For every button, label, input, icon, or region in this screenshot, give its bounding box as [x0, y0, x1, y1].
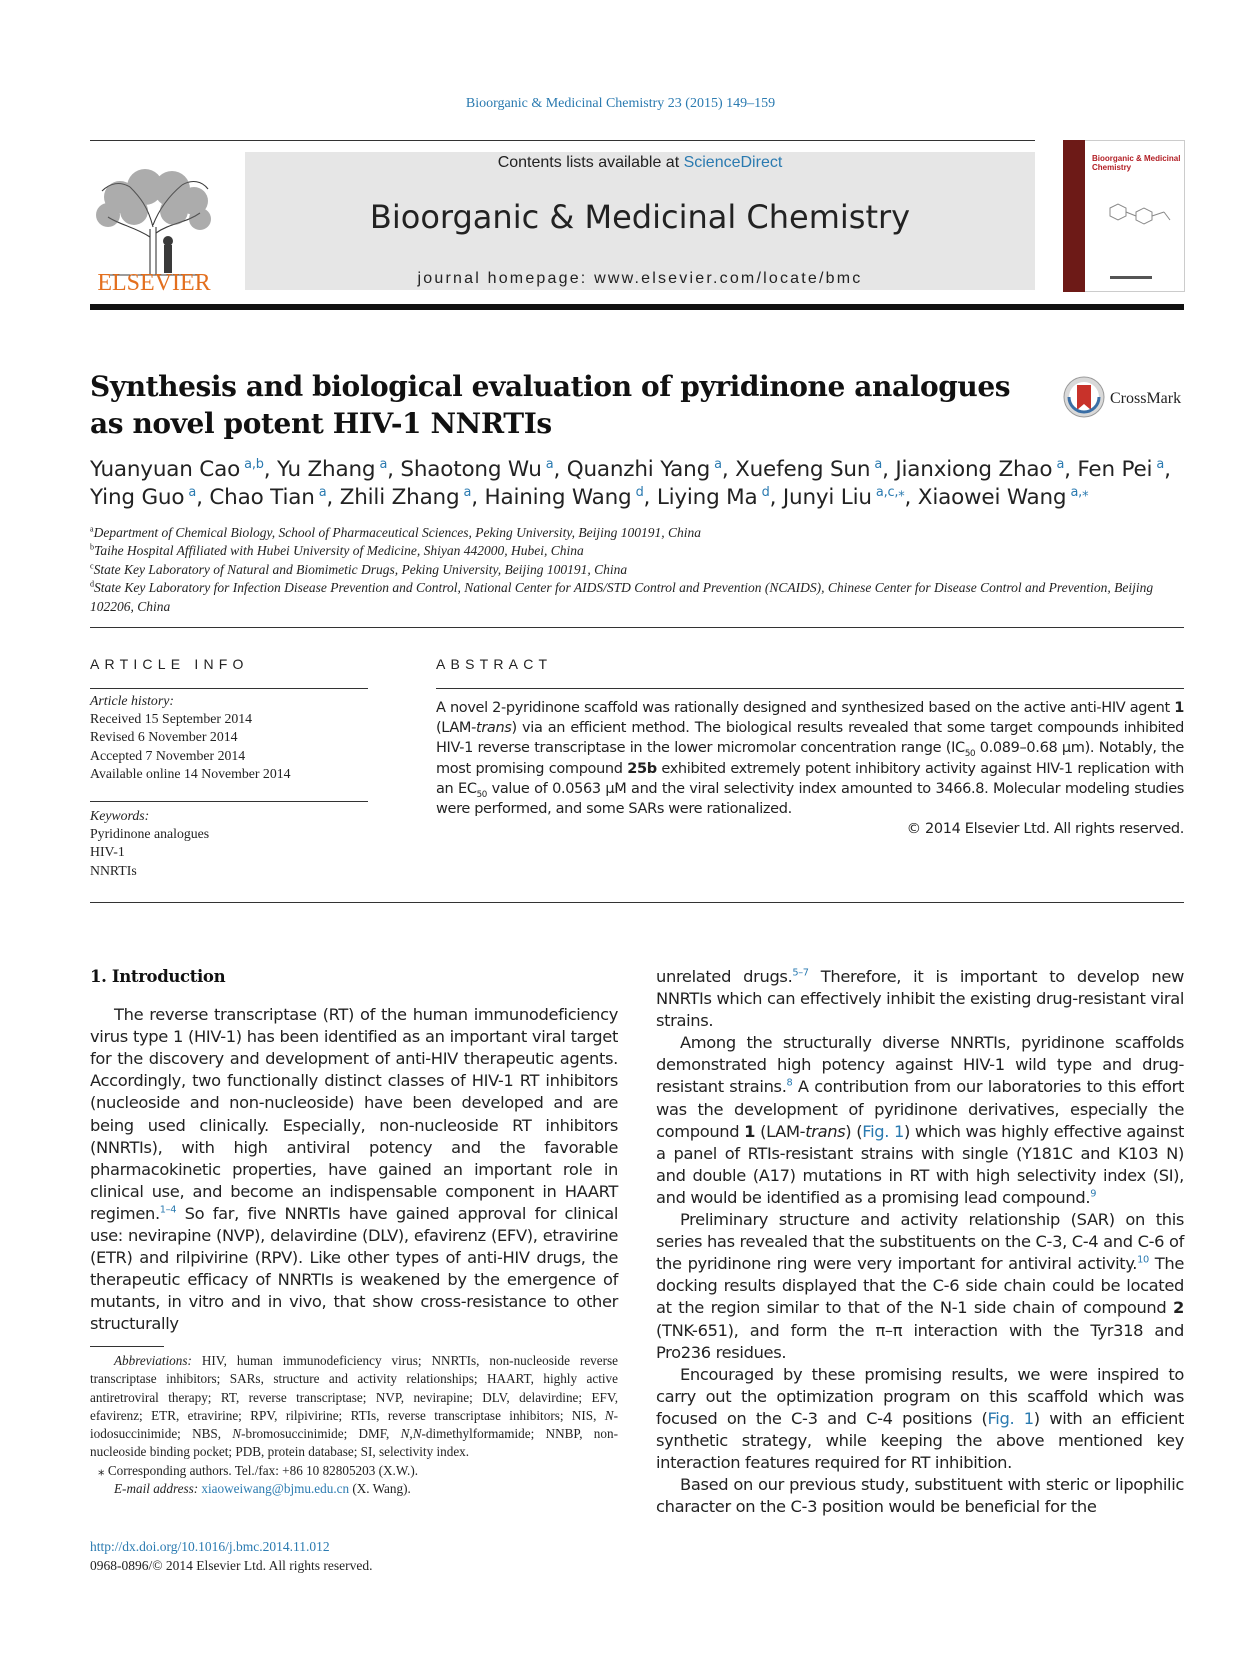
body-span: ) (	[845, 1121, 863, 1141]
author-separator: ,	[769, 485, 783, 510]
history-accepted: Accepted 7 November 2014	[90, 747, 246, 763]
journal-citation[interactable]: Bioorganic & Medicinal Chemistry 23 (2015) 149–159	[465, 96, 776, 111]
author-name[interactable]: Yuanyuan Cao	[90, 457, 241, 482]
history-revised: Revised 6 November 2014	[90, 729, 238, 745]
email-label: E-mail address:	[114, 1481, 202, 1497]
body-span: Based on our previous study, substituent with steric or lipophilic character on the C-3 position would be beneficial for the	[656, 1475, 1184, 1517]
body-paragraph	[656, 966, 1184, 1032]
keyword-item: NNRTIs	[90, 862, 137, 878]
affiliation-key: b	[90, 542, 95, 552]
body-span: (LAM-	[755, 1121, 806, 1141]
author-name[interactable]: Haining Wang	[484, 485, 632, 510]
subscript-50: 50	[476, 789, 487, 800]
header-thick-rule	[90, 304, 1184, 310]
body-span: Among the structurally diverse NNRTIs, pyridinone scaffolds demonstrated high potency against HIV-1 wild type and drug-resistant strains.	[656, 1033, 1184, 1097]
email-footnote	[90, 1480, 618, 1498]
article-info-rule	[90, 688, 368, 689]
reference-link[interactable]: 5–7	[792, 967, 809, 979]
affiliation-item	[90, 579, 1190, 616]
reference-link[interactable]: 9	[1090, 1188, 1097, 1200]
body-span: Therefore, it is important to develop new NNRTIs which can effectively inhibit the existing drug-resistant viral strains.	[656, 967, 1184, 1031]
author-list	[90, 456, 1190, 512]
footnote-span: -iodosuccinimide; NBS,	[90, 1407, 618, 1442]
author-affiliation-marker[interactable]: a	[874, 456, 883, 472]
author-affiliation-marker[interactable]: a	[318, 484, 327, 500]
corresponding-footnote: ⁎ Corresponding authors. Tel./fax: +86 10 82805203 (X.W.).	[98, 1462, 419, 1478]
author-separator: ,	[196, 485, 210, 510]
body-span: unrelated drugs.	[656, 967, 793, 986]
keywords-label: Keywords:	[90, 808, 150, 823]
body-span: ) which was highly effective against a panel of RTIs-resistant strains with single (Y181C and K103 N) and double (A17) mutations in RT with high selectivity index (SI), and would be identified as a promising lead compound.	[656, 1121, 1184, 1207]
body-paragraph	[90, 1004, 618, 1335]
keywords-rule	[90, 801, 368, 802]
reference-link[interactable]: 1–4	[159, 1204, 177, 1216]
footnote-span: -dimethylformamide; NNBP, non-nucleoside binding pocket; PDB, protein database; SI, selectivity index.	[90, 1426, 618, 1460]
abstract-text	[436, 698, 1184, 839]
affiliation-key: d	[90, 579, 95, 589]
abstract-heading: ABSTRACT	[436, 656, 553, 672]
figure-link[interactable]: Fig. 1	[987, 1408, 1034, 1428]
abbreviations-footnote	[90, 1352, 618, 1462]
cover-footer-bar	[1110, 276, 1152, 279]
affiliation-text: State Key Laboratory of Natural and Biomimetic Drugs, Peking University, Beijing 100191, China	[93, 561, 628, 577]
reference-link[interactable]: 8	[786, 1078, 793, 1090]
footnote-italic: N	[232, 1426, 242, 1442]
author-separator: ,	[326, 485, 340, 510]
author-affiliation-marker[interactable]: a,b	[244, 456, 264, 472]
author-name[interactable]: Fen Pei	[1077, 457, 1153, 482]
email-link[interactable]: xiaoweiwang@bjmu.edu.cn	[201, 1481, 350, 1497]
author-name[interactable]: Yu Zhang	[277, 457, 376, 482]
article-title: Synthesis and biological evaluation of pyridinone analogues as novel potent HIV-1 NNRTIs	[90, 370, 1011, 440]
abstract-bottom-rule	[90, 902, 1184, 903]
contents-prefix: Contents lists available at	[497, 154, 684, 171]
footnote-span: (X. Wang).	[349, 1481, 411, 1497]
footnote-rule	[90, 1346, 164, 1347]
author-name[interactable]: Ying Guo	[90, 485, 185, 510]
section-heading-introduction: 1. Introduction	[90, 967, 226, 986]
author-affiliation-marker[interactable]: d	[635, 484, 644, 500]
footnote-span: -bromosuccinimide; DMF,	[241, 1426, 401, 1442]
author-affiliation-marker[interactable]: a	[714, 456, 722, 472]
author-separator: ,	[904, 485, 918, 510]
author-affiliation-marker[interactable]: a,c,⁎	[875, 484, 905, 500]
author-name[interactable]: Xiaowei Wang	[917, 485, 1067, 510]
doi-block	[90, 1538, 372, 1575]
history-received: Received 15 September 2014	[90, 711, 253, 727]
article-history	[90, 692, 370, 783]
body-span: (TNK-651), and form the π–π interaction with the Tyr318 and Pro236 residues.	[656, 1320, 1184, 1362]
author-separator: ,	[471, 485, 485, 510]
affiliation-key: a	[90, 524, 94, 534]
author-affiliation-marker[interactable]: a	[379, 456, 388, 472]
body-span: So far, five NNRTIs have gained approval for clinical use: nevirapine (NVP), delavirdine (DLV), efavirenz (EFV), etravirine (ETR) and rilpivirine (RPV). Like other types of anti-HIV drugs, the therapeutic efficacy of NNRTIs is weakened by the emergence of mutants, in vitro and in vivo, that show cross-resistance to other structurally	[90, 1203, 618, 1334]
publisher-logo-text: ELSEVIER	[97, 270, 211, 296]
compound-1: 1	[744, 1121, 756, 1141]
abstract-span: value of 0.0563 μM and the viral selectivity index amounted to 3466.8. Molecular modeling studies were performed, and some SARs were rationalized.	[436, 780, 1184, 818]
footnote-italic: N	[604, 1407, 614, 1423]
author-affiliation-marker[interactable]: a	[188, 484, 197, 500]
body-span: The reverse transcriptase (RT) of the human immunodeficiency virus type 1 (HIV-1) has been identified as an important viral target for the discovery and development of anti-HIV therapeutic agents. Accordingly, two functionally distinct classes of HIV-1 RT inhibitors (nucleoside and non-nucleoside) have been developed and are being used clinically. Especially, non-nucleoside RT inhibitors (NNRTIs), with high antiviral potency and the favorable pharmacokinetic properties, have gained an important role in clinical use, and become an indispensable component in HAART regimen.	[90, 1005, 618, 1223]
footnotes	[90, 1352, 618, 1498]
author-separator: ,	[387, 457, 401, 482]
author-name[interactable]: Liying Ma	[656, 485, 758, 510]
footnote-italic: N,N	[400, 1426, 422, 1442]
crossmark-label[interactable]: CrossMark	[1110, 390, 1182, 407]
affiliation-text: State Key Laboratory for Infection Disease Prevention and Control, National Center for AIDS/STD Control and Prevention (NCAIDS), Chinese Center for Disease Control and Prevention, Beijing 102206, China	[90, 580, 1154, 614]
author-affiliation-marker[interactable]: d	[761, 484, 770, 500]
doi-link[interactable]: http://dx.doi.org/10.1016/j.bmc.2014.11.012	[90, 1539, 330, 1554]
keyword-item: HIV-1	[90, 844, 125, 860]
abstract-span: A novel 2-pyridinone scaffold was rationally designed and synthesized based on the active anti-HIV agent	[436, 700, 1175, 716]
abstract-span: (LAM-	[436, 720, 476, 737]
compound-25b: 25b	[627, 760, 657, 777]
affiliation-item	[90, 561, 1190, 579]
article-info-heading: ARTICLE INFO	[90, 656, 249, 672]
body-span: ) with an efficient synthetic strategy, while keeping the above mentioned key interaction features required for RT inhibition.	[656, 1408, 1185, 1473]
compound-2: 2	[1173, 1298, 1184, 1318]
journal-homepage[interactable]: journal homepage: www.elsevier.com/locate/bmc	[417, 270, 863, 287]
affiliation-item	[90, 524, 1190, 542]
author-separator: ,	[263, 457, 277, 482]
affiliation-text: Taihe Hospital Affiliated with Hubei University of Medicine, Shiyan 442000, Hubei, China	[94, 543, 584, 559]
journal-title: Bioorganic & Medicinal Chemistry	[369, 198, 911, 236]
body-paragraph	[656, 1364, 1184, 1474]
body-span: The docking results displayed that the C-6 side chain could be located at the region similar to that of the N-1 side chain of compound	[656, 1254, 1184, 1318]
body-right-column	[656, 966, 1184, 1518]
author-name[interactable]: Jianxiong Zhao	[895, 457, 1053, 482]
body-paragraph	[656, 1474, 1184, 1518]
author-separator: ,	[1064, 457, 1078, 482]
abstract-span: ) via an efficient method. The biological results revealed that some target compounds inhibited HIV-1 reverse transcriptase in the lower micromolar concentration range (IC	[436, 720, 1184, 757]
abbreviations-label: Abbreviations:	[114, 1353, 192, 1368]
author-name[interactable]: Zhili Zhang	[339, 485, 460, 510]
body-span: A contribution from our laboratories to this effort was the development of pyridinone derivatives, especially the compound	[656, 1077, 1184, 1141]
affiliation-item	[90, 542, 1190, 560]
abstract-rule	[436, 688, 1184, 689]
issn-line: 0968-0896/© 2014 Elsevier Ltd. All rights reserved.	[90, 1557, 373, 1573]
author-name[interactable]: Junyi Liu	[782, 485, 872, 510]
author-affiliation-marker[interactable]: a	[545, 456, 554, 472]
keywords	[90, 807, 370, 880]
author-affiliation-marker[interactable]: a	[463, 484, 472, 500]
abstract-span: 0.089–0.68 μm). Notably, the most promising compound	[436, 740, 1184, 777]
author-separator: ,	[721, 457, 736, 482]
abstract-italic: trans	[475, 720, 512, 737]
affiliation-rule	[90, 627, 1184, 628]
abstract-span: exhibited extremely potent inhibitory activity against HIV-1 replication with an EC	[436, 760, 1184, 797]
body-paragraph	[656, 1209, 1184, 1364]
subscript-50: 50	[964, 749, 976, 760]
author-name[interactable]: Quanzhi Yang	[566, 457, 711, 482]
body-italic: trans	[805, 1121, 846, 1141]
author-name[interactable]: Chao Tian	[209, 485, 315, 510]
body-span: Encouraged by these promising results, we were inspired to carry out the optimization program on this scaffold which was focused on the C-3 and C-4 positions (	[656, 1364, 1184, 1428]
reference-link[interactable]: 10	[1137, 1254, 1149, 1266]
author-affiliation-marker[interactable]: a	[1156, 456, 1165, 472]
sciencedirect-link[interactable]: ScienceDirect	[683, 154, 783, 171]
affiliation-text: Department of Chemical Biology, School of Pharmaceutical Sciences, Peking University, Beijing 100191, China	[93, 525, 701, 540]
body-span: Preliminary structure and activity relationship (SAR) on this series has revealed that the substituents on the C-3, C-4 and C-6 of the pyridinone ring were very important for antiviral activity.	[656, 1210, 1184, 1274]
journal-cover-spine	[1063, 140, 1085, 292]
abstract-copyright: © 2014 Elsevier Ltd. All rights reserved.	[906, 821, 1184, 838]
affiliation-list	[90, 524, 1190, 616]
author-separator: ,	[643, 485, 657, 510]
header-rule	[90, 140, 1035, 141]
author-separator: ,	[1164, 457, 1171, 482]
footnote-span: HIV, human immunodeficiency virus; NNRTIs, non-nucleoside reverse transcriptase inhibitors; SARs, structure and activity relationships; HAART, highly active antiretroviral therapy; RT, reverse transcriptase; NVP, nevirapine; DLV, delavirdine; EFV, efavirenz; ETR, etravirine; RPV, rilpivirine; RTIs, reverse transcriptase inhibitors; NIS,	[90, 1353, 618, 1423]
contents-line	[245, 154, 1035, 172]
history-online: Available online 14 November 2014	[90, 765, 291, 781]
affiliation-key: c	[90, 561, 94, 571]
article-history-label: Article history:	[90, 693, 174, 708]
body-paragraph	[656, 1032, 1184, 1209]
crossmark-icon[interactable]	[1063, 376, 1105, 418]
author-name[interactable]: Xuefeng Sun	[735, 457, 871, 482]
author-affiliation-marker[interactable]: a	[1056, 456, 1065, 472]
author-affiliation-marker[interactable]: a,⁎	[1070, 484, 1089, 500]
author-name[interactable]: Shaotong Wu	[400, 457, 542, 482]
figure-link[interactable]: Fig. 1	[862, 1121, 904, 1141]
journal-cover-title: Bioorganic & Medicinal Chemistry	[1092, 154, 1181, 172]
keyword-item: Pyridinone analogues	[90, 826, 210, 842]
body-left-column	[90, 966, 618, 1336]
author-separator: ,	[882, 457, 896, 482]
author-separator: ,	[553, 457, 567, 482]
cover-molecule-icon	[1100, 198, 1176, 234]
compound-1: 1	[1174, 700, 1184, 716]
